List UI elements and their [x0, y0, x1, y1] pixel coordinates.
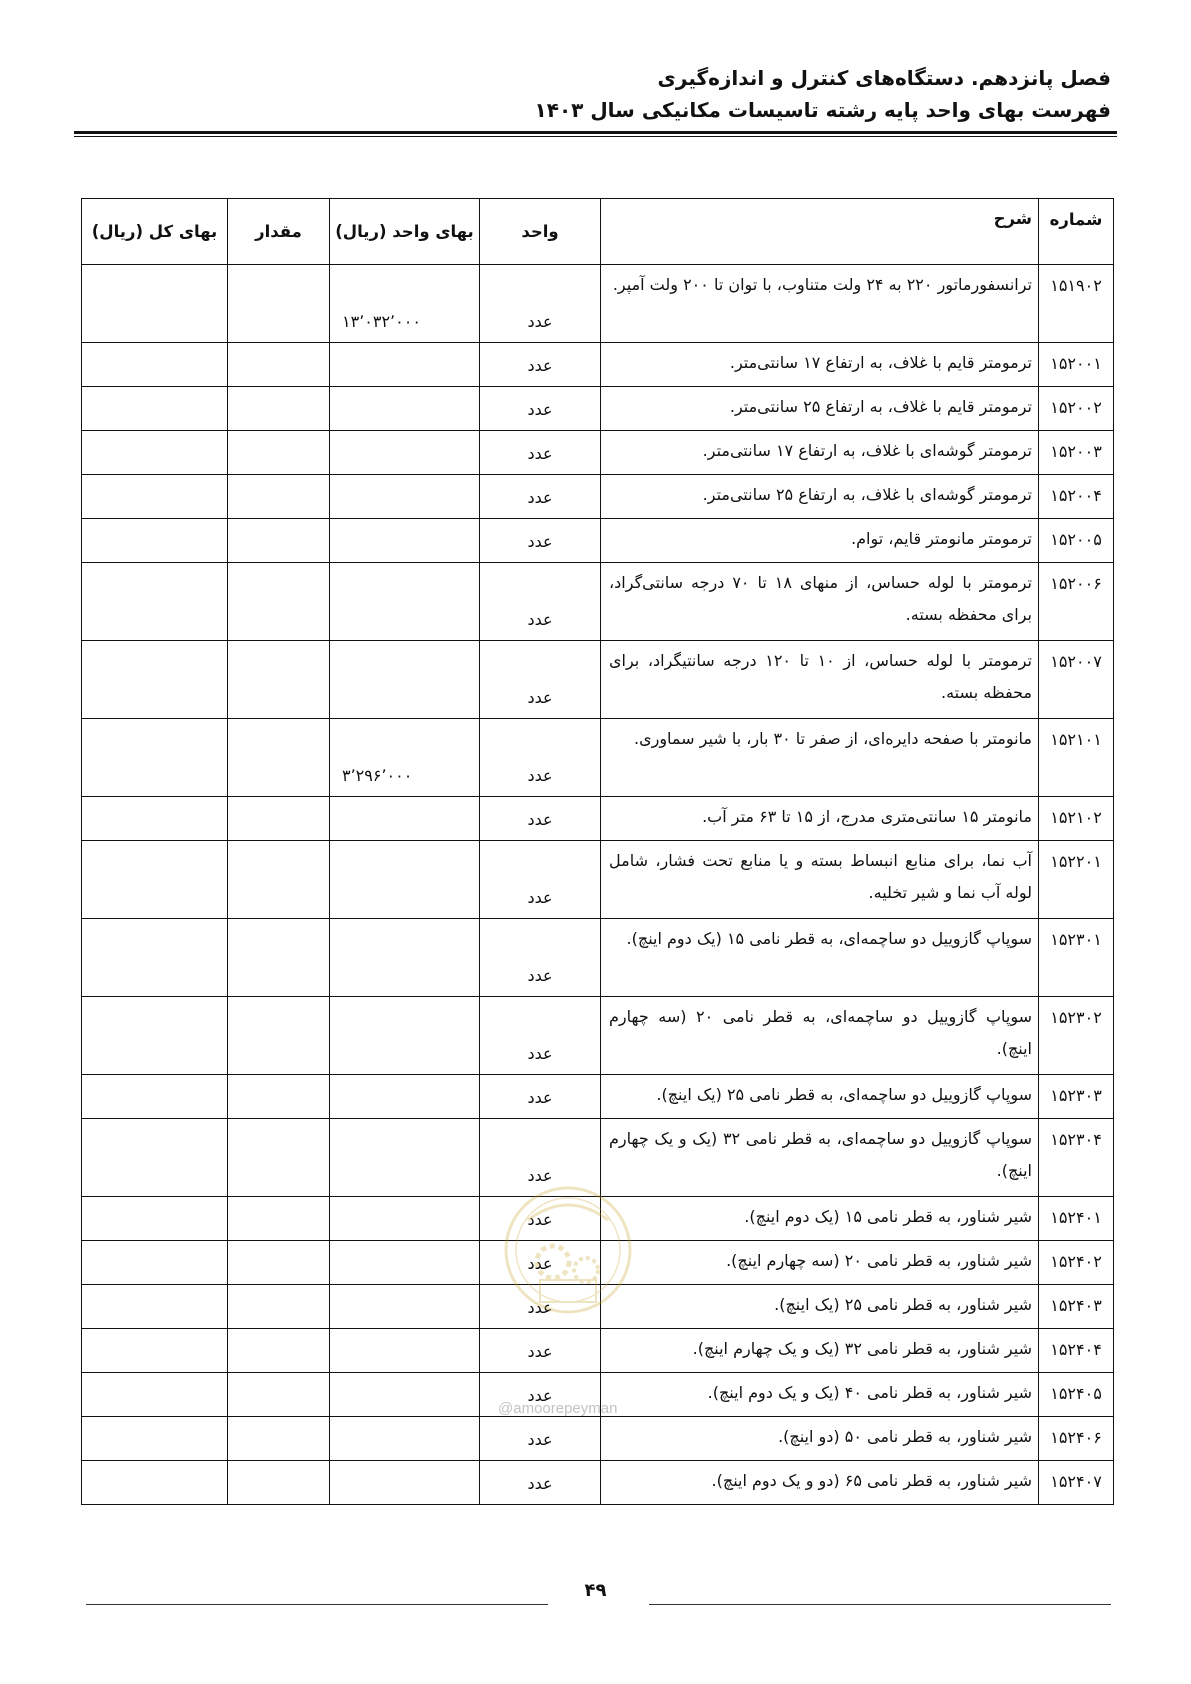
- item-unit: عدد: [480, 997, 601, 1075]
- item-total-price: [82, 1461, 228, 1505]
- item-total-price: [82, 563, 228, 641]
- header-rule-thin: [74, 136, 1117, 137]
- page-header: [535, 62, 1111, 126]
- table-row: [82, 265, 1114, 343]
- item-unit: عدد: [480, 1417, 601, 1461]
- item-description: ترمومتر گوشه‌ای با غلاف، به ارتفاع ۱۷ سانتی‌متر.: [601, 431, 1039, 475]
- item-total-price: [82, 841, 228, 919]
- item-description: سوپاپ گازوییل دو ساچمه‌ای، به قطر نامی ۲۵ (یک اینچ).: [601, 1075, 1039, 1119]
- footer-rule: [649, 1604, 1111, 1605]
- item-unit: عدد: [480, 719, 601, 797]
- item-quantity: [228, 997, 330, 1075]
- item-unit-price: [330, 519, 480, 563]
- chapter-title: فصل پانزدهم. دستگاه‌های کنترل و اندازه‌گیری: [657, 66, 1111, 90]
- item-unit-price: [330, 387, 480, 431]
- item-code: ۱۵۲۴۰۱: [1039, 1197, 1114, 1241]
- item-total-price: [82, 919, 228, 997]
- item-description: آب نما، برای منابع انبساط بسته و یا منابع تحت فشار، شامل لوله آب نما و شیر تخلیه.: [601, 841, 1039, 919]
- item-code: ۱۵۲۳۰۱: [1039, 919, 1114, 997]
- item-code: ۱۵۲۰۰۵: [1039, 519, 1114, 563]
- item-unit: عدد: [480, 841, 601, 919]
- table-row: [82, 431, 1114, 475]
- item-description: شیر شناور، به قطر نامی ۱۵ (یک دوم اینچ).: [601, 1197, 1039, 1241]
- item-quantity: [228, 1075, 330, 1119]
- table-row: [82, 1241, 1114, 1285]
- header-rule: [74, 131, 1117, 134]
- watermark-handle: @amoorepeyman: [498, 1400, 618, 1417]
- item-total-price: [82, 997, 228, 1075]
- item-unit-price: [330, 1241, 480, 1285]
- item-unit-price: [330, 1329, 480, 1373]
- item-unit: عدد: [480, 1197, 601, 1241]
- item-code: ۱۵۲۴۰۷: [1039, 1461, 1114, 1505]
- item-total-price: [82, 1285, 228, 1329]
- item-unit: عدد: [480, 919, 601, 997]
- item-unit-price: [330, 563, 480, 641]
- item-description: ترمومتر با لوله حساس، از ۱۰ تا ۱۲۰ درجه سانتیگراد، برای محفظه بسته.: [601, 641, 1039, 719]
- item-code: ۱۵۲۱۰۱: [1039, 719, 1114, 797]
- price-list-table: [81, 198, 1114, 1505]
- item-code: ۱۵۲۰۰۳: [1039, 431, 1114, 475]
- item-description: شیر شناور، به قطر نامی ۴۰ (یک و یک دوم اینچ).: [601, 1373, 1039, 1417]
- item-total-price: [82, 1373, 228, 1417]
- item-unit: عدد: [480, 387, 601, 431]
- item-code: ۱۵۲۰۰۱: [1039, 343, 1114, 387]
- item-code: ۱۵۲۰۰۲: [1039, 387, 1114, 431]
- item-description: ترمومتر قایم با غلاف، به ارتفاع ۱۷ سانتی‌متر.: [601, 343, 1039, 387]
- item-quantity: [228, 797, 330, 841]
- item-unit: عدد: [480, 1373, 601, 1417]
- item-unit-price: [330, 1197, 480, 1241]
- item-quantity: [228, 1241, 330, 1285]
- item-description: شیر شناور، به قطر نامی ۶۵ (دو و یک دوم اینچ).: [601, 1461, 1039, 1505]
- item-code: ۱۵۲۳۰۴: [1039, 1119, 1114, 1197]
- footer-rule: [86, 1604, 548, 1605]
- table-header-row: [82, 199, 1114, 265]
- item-description: سوپاپ گازوییل دو ساچمه‌ای، به قطر نامی ۳۲ (یک و یک چهارم اینچ).: [601, 1119, 1039, 1197]
- table-row: [82, 343, 1114, 387]
- item-unit: عدد: [480, 1075, 601, 1119]
- table-row: [82, 919, 1114, 997]
- table-row: [82, 1075, 1114, 1119]
- item-description: ترانسفورماتور ۲۲۰ به ۲۴ ولت متناوب، با توان تا ۲۰۰ ولت آمپر.: [601, 265, 1039, 343]
- item-unit-price: ۱۳٬۰۳۲٬۰۰۰: [330, 265, 480, 343]
- item-total-price: [82, 641, 228, 719]
- col-header-unit: واحد: [480, 199, 601, 265]
- item-unit: عدد: [480, 519, 601, 563]
- item-unit: عدد: [480, 563, 601, 641]
- item-unit-price: [330, 997, 480, 1075]
- item-unit: عدد: [480, 343, 601, 387]
- item-unit-price: [330, 1417, 480, 1461]
- item-unit: عدد: [480, 641, 601, 719]
- item-code: ۱۵۲۱۰۲: [1039, 797, 1114, 841]
- item-unit: عدد: [480, 1461, 601, 1505]
- item-description: شیر شناور، به قطر نامی ۲۰ (سه چهارم اینچ).: [601, 1241, 1039, 1285]
- item-unit-price: [330, 641, 480, 719]
- item-unit: عدد: [480, 1241, 601, 1285]
- table-row: [82, 475, 1114, 519]
- table-row: [82, 1417, 1114, 1461]
- table-row: [82, 1119, 1114, 1197]
- item-quantity: [228, 475, 330, 519]
- item-quantity: [228, 1119, 330, 1197]
- item-unit-price: [330, 841, 480, 919]
- item-quantity: [228, 1285, 330, 1329]
- item-unit-price: [330, 1075, 480, 1119]
- item-code: ۱۵۲۴۰۶: [1039, 1417, 1114, 1461]
- item-unit-price: [330, 1461, 480, 1505]
- item-unit: عدد: [480, 797, 601, 841]
- item-quantity: [228, 1461, 330, 1505]
- item-quantity: [228, 265, 330, 343]
- item-quantity: [228, 1329, 330, 1373]
- item-description: ترمومتر گوشه‌ای با غلاف، به ارتفاع ۲۵ سانتی‌متر.: [601, 475, 1039, 519]
- item-code: ۱۵۲۳۰۲: [1039, 997, 1114, 1075]
- item-total-price: [82, 797, 228, 841]
- item-quantity: [228, 519, 330, 563]
- col-header-description: شرح: [601, 199, 1039, 265]
- item-description: شیر شناور، به قطر نامی ۳۲ (یک و یک چهارم اینچ).: [601, 1329, 1039, 1373]
- item-code: ۱۵۱۹۰۲: [1039, 265, 1114, 343]
- table-row: [82, 387, 1114, 431]
- table-body: [82, 265, 1114, 1505]
- item-quantity: [228, 563, 330, 641]
- item-description: ترمومتر مانومتر قایم، توام.: [601, 519, 1039, 563]
- item-unit-price: [330, 1373, 480, 1417]
- item-code: ۱۵۲۰۰۴: [1039, 475, 1114, 519]
- item-unit: عدد: [480, 1329, 601, 1373]
- table-row: [82, 997, 1114, 1075]
- table-row: [82, 719, 1114, 797]
- item-quantity: [228, 431, 330, 475]
- item-quantity: [228, 1373, 330, 1417]
- item-code: ۱۵۲۴۰۳: [1039, 1285, 1114, 1329]
- item-quantity: [228, 387, 330, 431]
- item-description: ترمومتر با لوله حساس، از منهای ۱۸ تا ۷۰ درجه سانتی‌گراد، برای محفظه بسته.: [601, 563, 1039, 641]
- table-row: [82, 563, 1114, 641]
- item-unit-price: [330, 1285, 480, 1329]
- item-unit-price: [330, 343, 480, 387]
- table-row: [82, 841, 1114, 919]
- item-quantity: [228, 343, 330, 387]
- item-description: مانومتر ۱۵ سانتی‌متری مدرج، از ۱۵ تا ۶۳ متر آب.: [601, 797, 1039, 841]
- item-total-price: [82, 343, 228, 387]
- item-total-price: [82, 1241, 228, 1285]
- item-description: سوپاپ گازوییل دو ساچمه‌ای، به قطر نامی ۲۰ (سه چهارم اینچ).: [601, 997, 1039, 1075]
- item-code: ۱۵۲۴۰۵: [1039, 1373, 1114, 1417]
- item-code: ۱۵۲۳۰۳: [1039, 1075, 1114, 1119]
- item-unit: عدد: [480, 1285, 601, 1329]
- item-quantity: [228, 719, 330, 797]
- item-total-price: [82, 719, 228, 797]
- item-total-price: [82, 1197, 228, 1241]
- item-total-price: [82, 265, 228, 343]
- item-total-price: [82, 1329, 228, 1373]
- table-row: [82, 1329, 1114, 1373]
- item-description: ترمومتر قایم با غلاف، به ارتفاع ۲۵ سانتی‌متر.: [601, 387, 1039, 431]
- table-row: [82, 641, 1114, 719]
- item-total-price: [82, 387, 228, 431]
- item-total-price: [82, 431, 228, 475]
- item-description: شیر شناور، به قطر نامی ۲۵ (یک اینچ).: [601, 1285, 1039, 1329]
- item-code: ۱۵۲۰۰۶: [1039, 563, 1114, 641]
- item-code: ۱۵۲۴۰۴: [1039, 1329, 1114, 1373]
- item-quantity: [228, 641, 330, 719]
- item-total-price: [82, 519, 228, 563]
- item-unit-price: [330, 475, 480, 519]
- col-header-quantity: مقدار: [228, 199, 330, 265]
- table-row: [82, 519, 1114, 563]
- item-description: شیر شناور، به قطر نامی ۵۰ (دو اینچ).: [601, 1417, 1039, 1461]
- item-unit: عدد: [480, 475, 601, 519]
- item-unit-price: [330, 797, 480, 841]
- item-unit-price: ۳٬۲۹۶٬۰۰۰: [330, 719, 480, 797]
- item-code: ۱۵۲۴۰۲: [1039, 1241, 1114, 1285]
- item-total-price: [82, 475, 228, 519]
- col-header-total-price: بهای کل (ریال): [82, 199, 228, 265]
- col-header-unit-price: بهای واحد (ریال): [330, 199, 480, 265]
- item-code: ۱۵۲۰۰۷: [1039, 641, 1114, 719]
- item-unit-price: [330, 919, 480, 997]
- item-total-price: [82, 1417, 228, 1461]
- item-unit-price: [330, 1119, 480, 1197]
- item-unit: عدد: [480, 431, 601, 475]
- item-code: ۱۵۲۲۰۱: [1039, 841, 1114, 919]
- item-quantity: [228, 841, 330, 919]
- item-quantity: [228, 1417, 330, 1461]
- item-total-price: [82, 1119, 228, 1197]
- item-quantity: [228, 919, 330, 997]
- page-number: ۴۹: [584, 1580, 607, 1601]
- item-unit: عدد: [480, 1119, 601, 1197]
- item-description: مانومتر با صفحه دایره‌ای، از صفر تا ۳۰ بار، با شیر سماوری.: [601, 719, 1039, 797]
- item-quantity: [228, 1197, 330, 1241]
- table-row: [82, 1461, 1114, 1505]
- item-unit-price: [330, 431, 480, 475]
- table-row: [82, 797, 1114, 841]
- item-description: سوپاپ گازوییل دو ساچمه‌ای، به قطر نامی ۱۵ (یک دوم اینچ).: [601, 919, 1039, 997]
- table-row: [82, 1285, 1114, 1329]
- book-title: فهرست بهای واحد پایه رشته تاسیسات مکانیکی سال ۱۴۰۳: [534, 98, 1111, 122]
- table-row: [82, 1197, 1114, 1241]
- item-total-price: [82, 1075, 228, 1119]
- item-unit: عدد: [480, 265, 601, 343]
- col-header-code: شماره: [1039, 199, 1114, 265]
